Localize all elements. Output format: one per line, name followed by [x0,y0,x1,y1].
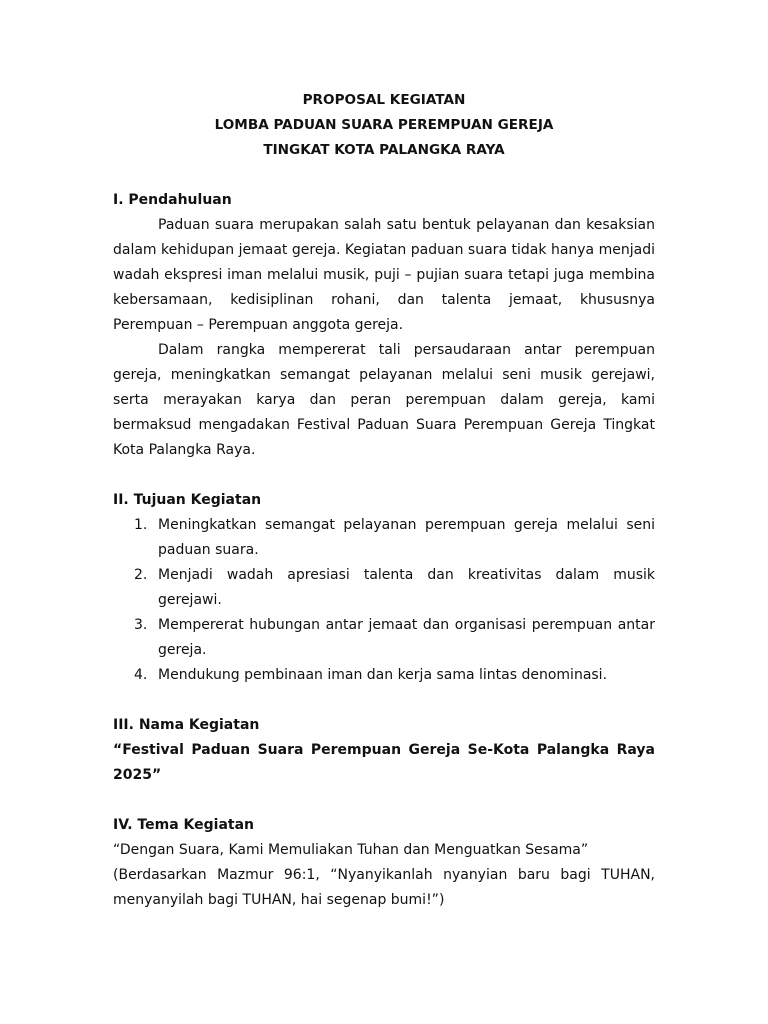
section-heading-theme: IV. Tema Kegiatan [113,817,254,833]
document-title [113,88,655,163]
title-line-2: LOMBA PADUAN SUARA PEREMPUAN GEREJA [214,117,554,133]
section-objectives [113,488,655,688]
list-item-number: 4. [134,667,148,683]
list-item [113,563,655,613]
title-line-3: TINGKAT KOTA PALANGKA RAYA [263,142,505,158]
spacer [113,463,655,488]
introduction-paragraph-2: Dalam rangka mempererat tali persaudaraan antar perempuan gereja, meningkatkan semangat pelayanan melalui seni musik gerejawi, serta merayakan karya dan peran perempuan dalam gereja, kami bermaksud mengadakan Festival Paduan Suara Perempuan Gereja Tingkat Kota Palangka Raya. [113,342,655,458]
theme-text: “Dengan Suara, Kami Memuliakan Tuhan dan Menguatkan Sesama” [113,842,589,858]
list-item-number: 3. [134,617,148,633]
objectives-list [113,513,655,688]
section-theme [113,813,655,913]
section-heading-introduction: I. Pendahuluan [113,192,232,208]
activity-name-text: “Festival Paduan Suara Perempuan Gereja Se-Kota Palangka Raya 2025” [113,742,655,783]
spacer [113,163,655,188]
spacer [113,788,655,813]
list-item-text: Menjadi wadah apresiasi talenta dan kreativitas dalam musik gerejawi. [158,567,655,608]
list-item-number: 2. [134,567,148,583]
introduction-paragraph-1: Paduan suara merupakan salah satu bentuk pelayanan dan kesaksian dalam kehidupan jemaat gereja. Kegiatan paduan suara tidak hanya menjadi wadah ekspresi iman melalui musik, puji – pujian suara tetapi juga membina kebersamaan, kedisiplinan rohani, dan talenta jemaat, khususnya Perempuan – Perempuan anggota gereja. [113,217,655,333]
list-item-text: Mendukung pembinaan iman dan kerja sama lintas denominasi. [158,667,608,683]
document-page [113,88,655,913]
list-item [113,513,655,563]
list-item [113,663,655,688]
section-heading-activity-name: III. Nama Kegiatan [113,717,260,733]
theme-basis-text: (Berdasarkan Mazmur 96:1, “Nyanyikanlah nyanyian baru bagi TUHAN, menyanyilah bagi TUHAN, hai segenap bumi!”) [113,867,655,908]
list-item-text: Meningkatkan semangat pelayanan perempuan gereja melalui seni paduan suara. [158,517,655,558]
section-heading-objectives: II. Tujuan Kegiatan [113,492,262,508]
spacer [113,688,655,713]
list-item-text: Mempererat hubungan antar jemaat dan organisasi perempuan antar gereja. [158,617,655,658]
title-line-1: PROPOSAL KEGIATAN [302,92,466,108]
section-introduction [113,188,655,463]
section-activity-name [113,713,655,788]
list-item-number: 1. [134,517,148,533]
list-item [113,613,655,663]
